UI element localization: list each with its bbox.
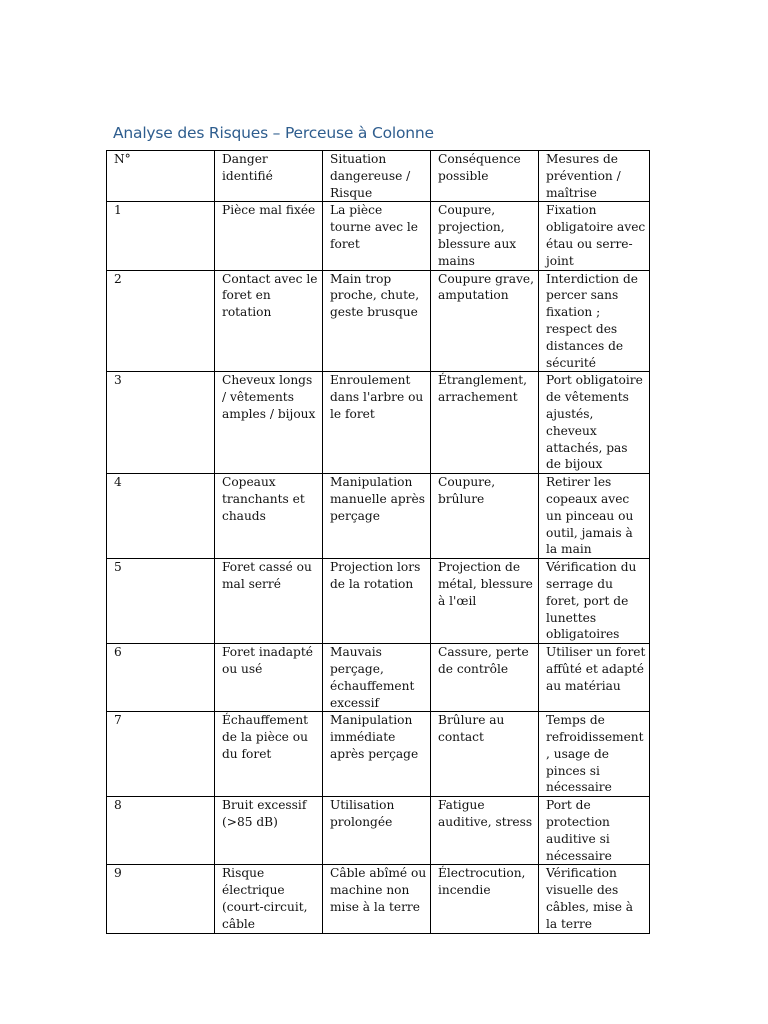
cell-consequence: Étranglement, arrachement — [431, 372, 539, 474]
cell-number: 2 — [107, 270, 215, 372]
table-row — [107, 559, 650, 644]
cell-measures: Vérification visuelle des câbles, mise à la terre — [539, 865, 650, 934]
cell-danger: Foret cassé ou mal serré — [215, 559, 323, 644]
cell-measures: Port obligatoire de vêtements ajustés, cheveux attachés, pas de bijoux — [539, 372, 650, 474]
cell-consequence: Fatigue auditive, stress — [431, 797, 539, 865]
cell-danger: Cheveux longs / vêtements amples / bijoux — [215, 372, 323, 474]
cell-danger: Foret inadapté ou usé — [215, 644, 323, 712]
cell-measures: Retirer les copeaux avec un pinceau ou outil, jamais à la main — [539, 474, 650, 559]
cell-number: 7 — [107, 712, 215, 797]
cell-consequence: Coupure, projection, blessure aux mains — [431, 202, 539, 270]
cell-number: 1 — [107, 202, 215, 270]
cell-measures: Vérification du serrage du foret, port de lunettes obligatoires — [539, 559, 650, 644]
cell-situation: La pièce tourne avec le foret — [323, 202, 431, 270]
table-row — [107, 797, 650, 865]
cell-situation: Enroulement dans l'arbre ou le foret — [323, 372, 431, 474]
cell-situation: Câble abîmé ou machine non mise à la terre — [323, 865, 431, 934]
cell-number: 9 — [107, 865, 215, 934]
header-measures: Mesures de prévention / maîtrise — [539, 151, 650, 202]
table-row — [107, 270, 650, 372]
cell-consequence: Coupure grave, amputation — [431, 270, 539, 372]
table-row — [107, 474, 650, 559]
cell-danger: Contact avec le foret en rotation — [215, 270, 323, 372]
cell-consequence: Coupure, brûlure — [431, 474, 539, 559]
header-consequence: Conséquence possible — [431, 151, 539, 202]
cell-measures: Fixation obligatoire avec étau ou serre-joint — [539, 202, 650, 270]
table-row — [107, 202, 650, 270]
table-row — [107, 372, 650, 474]
cell-measures: Temps de refroidissement , usage de pinces si nécessaire — [539, 712, 650, 797]
cell-situation: Projection lors de la rotation — [323, 559, 431, 644]
cell-number: 5 — [107, 559, 215, 644]
cell-situation: Utilisation prolongée — [323, 797, 431, 865]
table-row — [107, 865, 650, 934]
cell-danger: Copeaux tranchants et chauds — [215, 474, 323, 559]
cell-consequence: Projection de métal, blessure à l'œil — [431, 559, 539, 644]
cell-number: 6 — [107, 644, 215, 712]
table-row — [107, 644, 650, 712]
document-title: Analyse des Risques – Perceuse à Colonne — [113, 124, 434, 142]
cell-consequence: Brûlure au contact — [431, 712, 539, 797]
header-danger: Danger identifié — [215, 151, 323, 202]
cell-measures: Port de protection auditive si nécessaire — [539, 797, 650, 865]
cell-danger: Risque électrique (court-circuit, câble — [215, 865, 323, 934]
cell-situation: Mauvais perçage, échauffement excessif — [323, 644, 431, 712]
cell-consequence: Électrocution, incendie — [431, 865, 539, 934]
cell-situation: Main trop proche, chute, geste brusque — [323, 270, 431, 372]
cell-measures: Interdiction de percer sans fixation ; respect des distances de sécurité — [539, 270, 650, 372]
cell-consequence: Cassure, perte de contrôle — [431, 644, 539, 712]
risk-analysis-table — [106, 150, 650, 934]
cell-situation: Manipulation manuelle après perçage — [323, 474, 431, 559]
table-row — [107, 712, 650, 797]
cell-danger: Échauffement de la pièce ou du foret — [215, 712, 323, 797]
table-header-row — [107, 151, 650, 202]
cell-measures: Utiliser un foret affûté et adapté au matériau — [539, 644, 650, 712]
header-number: N° — [107, 151, 215, 202]
header-situation: Situation dangereuse / Risque — [323, 151, 431, 202]
cell-number: 8 — [107, 797, 215, 865]
cell-number: 4 — [107, 474, 215, 559]
cell-number: 3 — [107, 372, 215, 474]
cell-danger: Pièce mal fixée — [215, 202, 323, 270]
cell-situation: Manipulation immédiate après perçage — [323, 712, 431, 797]
cell-danger: Bruit excessif (>85 dB) — [215, 797, 323, 865]
